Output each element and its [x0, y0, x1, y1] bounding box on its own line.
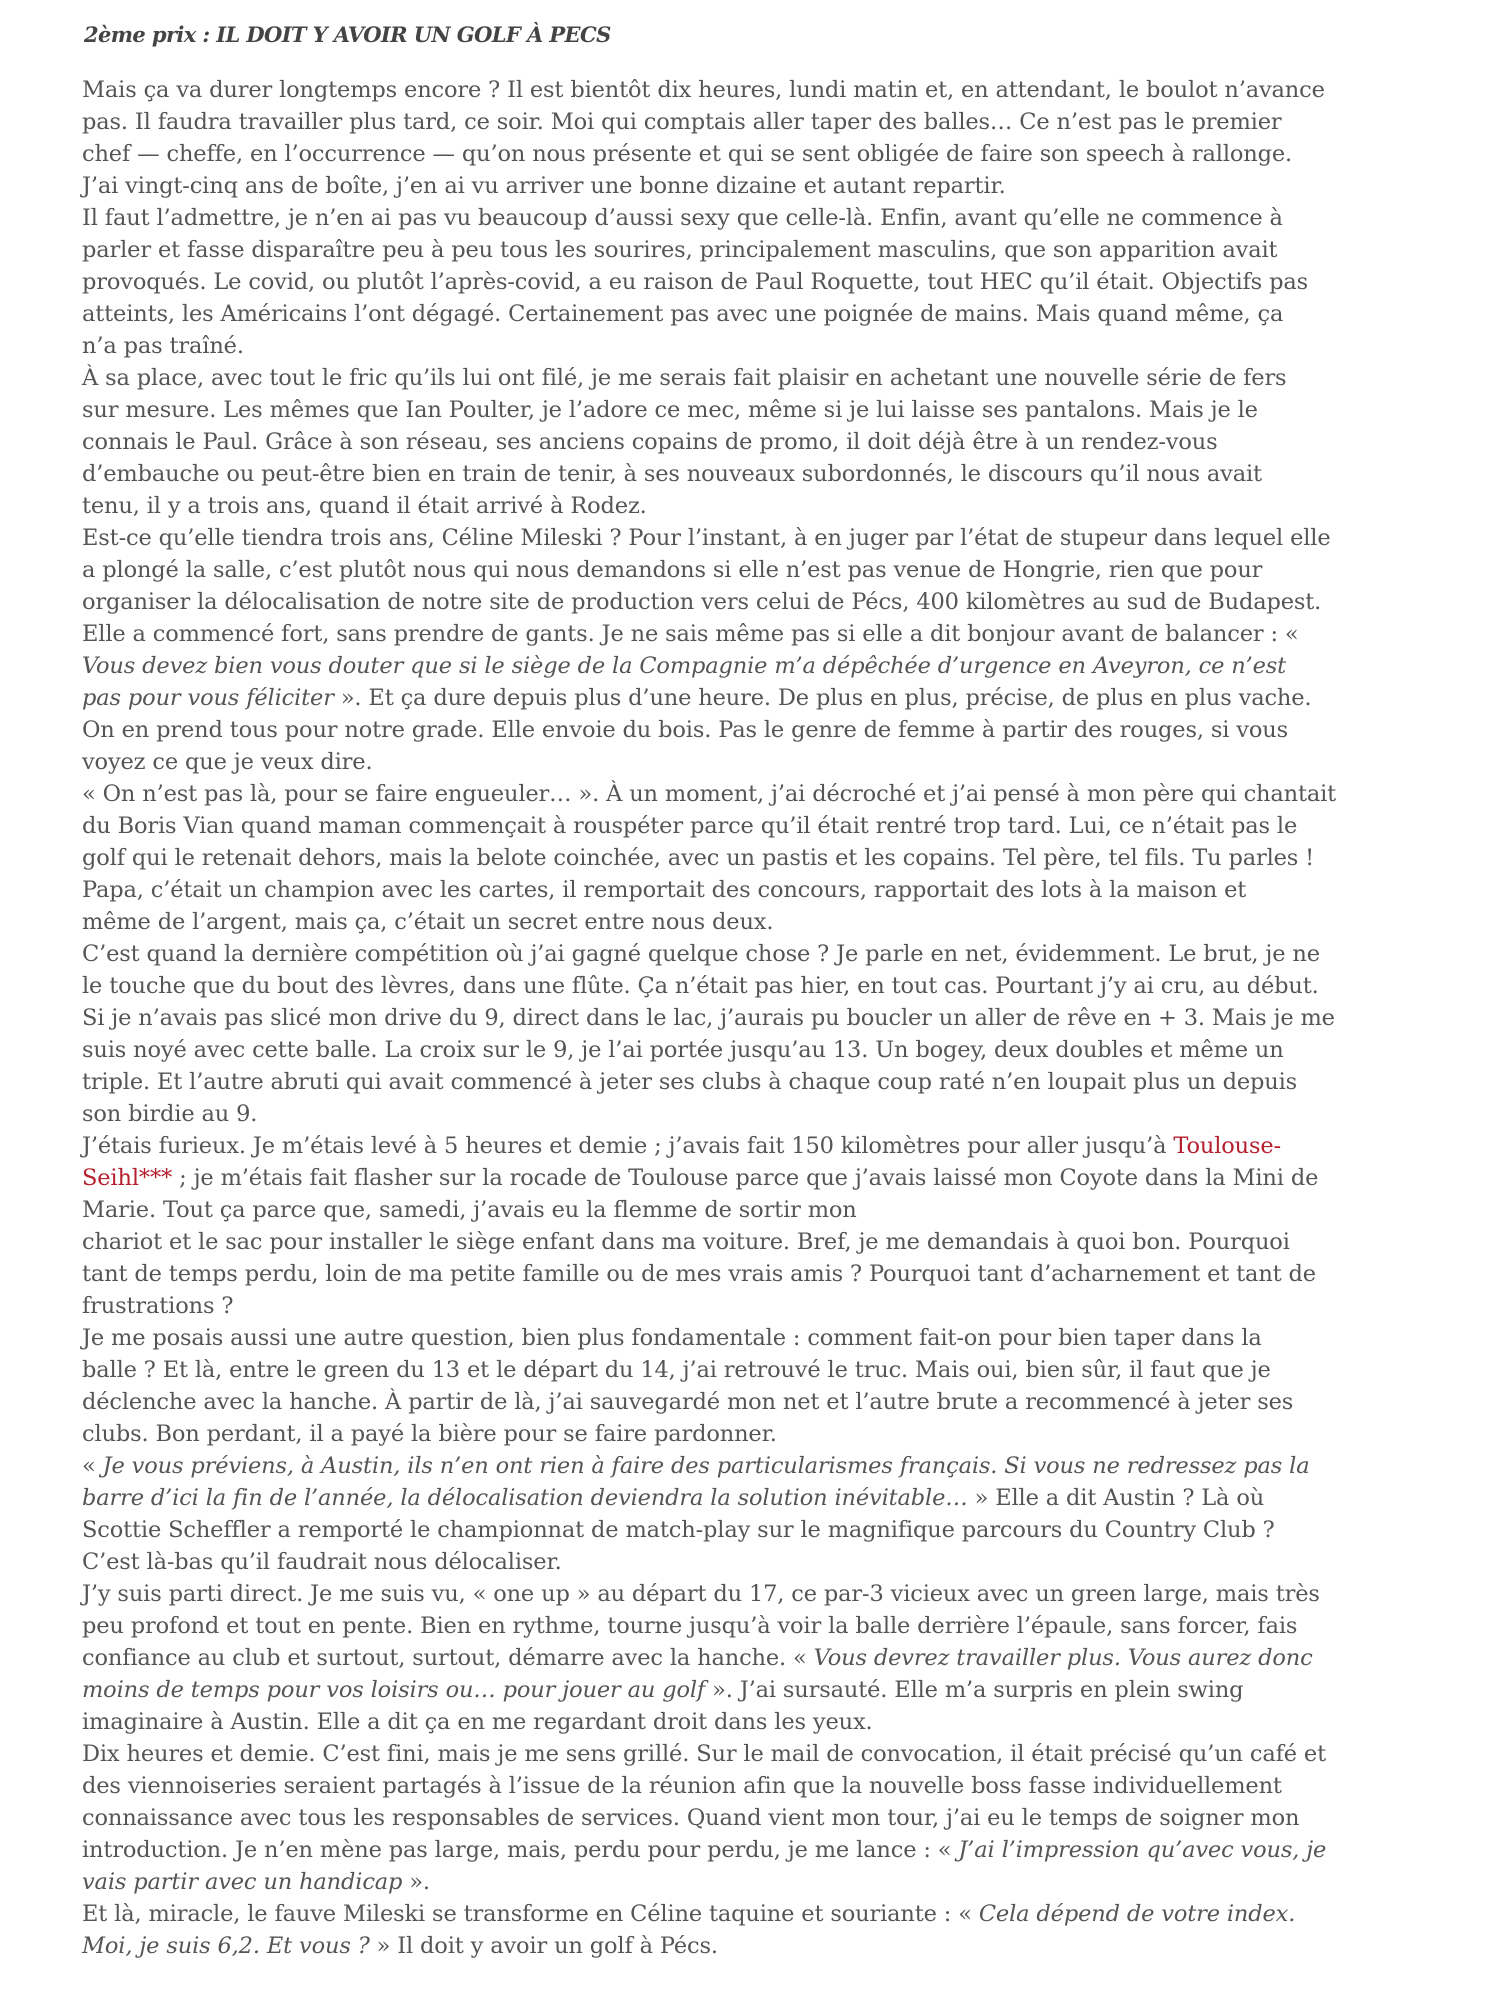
text-line	[82, 458, 1336, 490]
body-text: tenu, il y a trois ans, quand il était arrivé à Rodez.	[82, 493, 647, 519]
body-text: voyez ce que je veux dire.	[82, 749, 373, 775]
text-line	[82, 1706, 1336, 1738]
text-line	[82, 1450, 1336, 1482]
body-text: triple. Et l’autre abruti qui avait commencé à jeter ses clubs à chaque coup raté n’en loupait plus un depuis	[82, 1069, 1298, 1095]
text-line	[82, 1642, 1336, 1674]
body-text: atteints, les Américains l’ont dégagé. Certainement pas avec une poignée de mains. Mais quand même, ça	[82, 301, 1284, 327]
body-text: Il faut l’admettre, je n’en ai pas vu beaucoup d’aussi sexy que celle-là. Enfin, avant qu’elle ne commence à	[82, 205, 1283, 231]
body-text: connais le Paul. Grâce à son réseau, ses anciens copains de promo, il doit déjà être à un rendez-vous	[82, 429, 1218, 455]
body-text: ». Et ça dure depuis plus d’une heure. De plus en plus, précise, de plus en plus vache.	[333, 685, 1312, 711]
body-text: parler et fasse disparaître peu à peu tous les sourires, principalement masculins, que son apparition avait	[82, 237, 1278, 263]
text-line	[82, 1866, 1336, 1898]
text-line	[82, 554, 1336, 586]
text-line	[82, 138, 1336, 170]
text-line	[82, 1770, 1336, 1802]
golf-course-link[interactable]: Toulouse-	[1173, 1133, 1281, 1159]
text-line	[82, 1162, 1336, 1194]
text-line	[82, 810, 1336, 842]
text-line	[82, 1482, 1336, 1514]
article-title: 2ème prix : IL DOIT Y AVOIR UN GOLF À PECS	[84, 22, 611, 47]
body-text: Et là, miracle, le fauve Mileski se transforme en Céline taquine et souriante : «	[82, 1901, 979, 1927]
text-line	[82, 1514, 1336, 1546]
quoted-text: Moi, je suis 6,2. Et vous ?	[82, 1933, 370, 1959]
body-text: Elle a commencé fort, sans prendre de gants. Je ne sais même pas si elle a dit bonjour avant de balancer : «	[82, 621, 1299, 647]
body-text: Mais ça va durer longtemps encore ? Il est bientôt dix heures, lundi matin et, en attendant, le boulot n’avance	[82, 77, 1325, 103]
body-text: balle ? Et là, entre le green du 13 et le départ du 14, j’ai retrouvé le truc. Mais oui, bien sûr, il faut que je	[82, 1357, 1271, 1383]
body-text: «	[82, 1453, 103, 1479]
body-text: » Elle a dit Austin ? Là où	[967, 1485, 1265, 1511]
text-line	[82, 1802, 1336, 1834]
body-text: connaissance avec tous les responsables de services. Quand vient mon tour, j’ai eu le temps de soigner mon	[82, 1805, 1300, 1831]
body-text: » Il doit y avoir un golf à Pécs.	[369, 1933, 718, 1959]
body-text: J’étais furieux. Je m’étais levé à 5 heures et demie ; j’avais fait 150 kilomètres pour aller jusqu’à	[82, 1133, 1174, 1159]
body-text: pas. Il faudra travailler plus tard, ce soir. Moi qui comptais aller taper des balles… Ce n’est pas le premier	[82, 109, 1282, 135]
body-text: Si je n’avais pas slicé mon drive du 9, direct dans le lac, j’aurais pu boucler un aller de rêve en + 3. Mais je me	[82, 1005, 1335, 1031]
text-line	[82, 1418, 1336, 1450]
body-text: Dix heures et demie. C’est fini, mais je me sens grillé. Sur le mail de convocation, il était précisé qu’un café et	[82, 1741, 1326, 1767]
text-line	[82, 874, 1336, 906]
body-text: même de l’argent, mais ça, c’était un secret entre nous deux.	[82, 909, 774, 935]
body-text: Marie. Tout ça parce que, samedi, j’avais eu la flemme de sortir mon	[82, 1197, 857, 1223]
text-line	[82, 330, 1336, 362]
text-line	[82, 1258, 1336, 1290]
article-body	[82, 74, 1336, 1962]
body-text: organiser la délocalisation de notre site de production vers celui de Pécs, 400 kilomètres au sud de Budapest.	[82, 589, 1322, 615]
body-text: d’embauche ou peut-être bien en train de tenir, à ses nouveaux subordonnés, le discours qu’il nous avait	[82, 461, 1262, 487]
text-line	[82, 1290, 1336, 1322]
body-text: ». J’ai sursauté. Elle m’a surpris en plein swing	[705, 1677, 1244, 1703]
body-text: J’ai vingt-cinq ans de boîte, j’en ai vu arriver une bonne dizaine et autant repartir.	[82, 173, 1006, 199]
text-line	[82, 522, 1336, 554]
body-text: le touche que du bout des lèvres, dans une flûte. Ça n’était pas hier, en tout cas. Pourtant j’y ai cru, au début.	[82, 973, 1319, 999]
quoted-text: Vous devez bien vous douter que si le siège de la Compagnie m’a dépêchée d’urgence en Aveyron, ce n’est	[82, 653, 1287, 679]
body-text: J’y suis parti direct. Je me suis vu, « one up » au départ du 17, ce par-3 vicieux avec un green large, mais très	[82, 1581, 1320, 1607]
text-line	[82, 1834, 1336, 1866]
golf-course-link[interactable]: Seihl***	[82, 1165, 173, 1191]
quoted-text: vais partir avec un handicap	[82, 1869, 403, 1895]
body-text: chef — cheffe, en l’occurrence — qu’on nous présente et qui se sent obligée de faire son speech à rallonge.	[82, 141, 1293, 167]
body-text: frustrations ?	[82, 1293, 234, 1319]
text-line	[82, 170, 1336, 202]
text-line	[82, 1738, 1336, 1770]
text-line	[82, 970, 1336, 1002]
text-line	[82, 618, 1336, 650]
body-text: peu profond et tout en pente. Bien en rythme, tourne jusqu’à voir la balle derrière l’épaule, sans forcer, fais	[82, 1613, 1298, 1639]
quoted-text: J’ai l’impression qu’avec vous, je	[958, 1837, 1327, 1863]
text-line	[82, 1578, 1336, 1610]
body-text: « On n’est pas là, pour se faire engueuler… ». À un moment, j’ai décroché et j’ai pensé à mon père qui chantait	[82, 781, 1337, 807]
text-line	[82, 842, 1336, 874]
text-line	[82, 490, 1336, 522]
body-text: ; je m’étais fait flasher sur la rocade de Toulouse parce que j’avais laissé mon Coyote dans la Mini de	[172, 1165, 1319, 1191]
text-line	[82, 1354, 1336, 1386]
quoted-text: Je vous préviens, à Austin, ils n’en ont rien à faire des particularismes français. Si vous ne redressez pas la	[102, 1453, 1310, 1479]
text-line	[82, 1002, 1336, 1034]
body-text: golf qui le retenait dehors, mais la belote coinchée, avec un pastis et les copains. Tel père, tel fils. Tu parles !	[82, 845, 1315, 871]
text-line	[82, 746, 1336, 778]
text-line	[82, 1386, 1336, 1418]
text-line	[82, 586, 1336, 618]
body-text: Je me posais aussi une autre question, bien plus fondamentale : comment fait-on pour bien taper dans la	[82, 1325, 1262, 1351]
quoted-text: Vous devrez travailler plus. Vous aurez donc	[813, 1645, 1313, 1671]
body-text: tant de temps perdu, loin de ma petite famille ou de mes vrais amis ? Pourquoi tant d’acharnement et tant de	[82, 1261, 1316, 1287]
text-line	[82, 1066, 1336, 1098]
body-text: introduction. Je n’en mène pas large, mais, perdu pour perdu, je me lance : «	[82, 1837, 959, 1863]
text-line	[82, 1546, 1336, 1578]
body-text: Papa, c’était un champion avec les cartes, il remportait des concours, rapportait des lots à la maison et	[82, 877, 1247, 903]
body-text: chariot et le sac pour installer le siège enfant dans ma voiture. Bref, je me demandais à quoi bon. Pourquoi	[82, 1229, 1290, 1255]
body-text: du Boris Vian quand maman commençait à rouspéter parce qu’il était rentré trop tard. Lui, ce n’était pas le	[82, 813, 1298, 839]
text-line	[82, 1930, 1336, 1962]
quoted-text: barre d’ici la fin de l’année, la délocalisation deviendra la solution inévitable…	[82, 1485, 968, 1511]
text-line	[82, 1226, 1336, 1258]
body-text: provoqués. Le covid, ou plutôt l’après-covid, a eu raison de Paul Roquette, tout HEC qu’il était. Objectifs pas	[82, 269, 1308, 295]
body-text: sur mesure. Les mêmes que Ian Poulter, je l’adore ce mec, même si je lui laisse ses pantalons. Mais je le	[82, 397, 1258, 423]
text-line	[82, 778, 1336, 810]
body-text: son birdie au 9.	[82, 1101, 258, 1127]
text-line	[82, 1674, 1336, 1706]
text-line	[82, 714, 1336, 746]
body-text: clubs. Bon perdant, il a payé la bière pour se faire pardonner.	[82, 1421, 777, 1447]
text-line	[82, 298, 1336, 330]
body-text: imaginaire à Austin. Elle a dit ça en me regardant droit dans les yeux.	[82, 1709, 873, 1735]
body-text: C’est là-bas qu’il faudrait nous délocaliser.	[82, 1549, 562, 1575]
text-line	[82, 1098, 1336, 1130]
body-text: déclenche avec la hanche. À partir de là, j’ai sauvegardé mon net et l’autre brute a recommencé à jeter ses	[82, 1389, 1294, 1415]
text-line	[82, 1034, 1336, 1066]
text-line	[82, 394, 1336, 426]
text-line	[82, 650, 1336, 682]
text-line	[82, 234, 1336, 266]
body-text: Scottie Scheffler a remporté le championnat de match-play sur le magnifique parcours du Country Club ?	[82, 1517, 1275, 1543]
text-line	[82, 74, 1336, 106]
body-text: À sa place, avec tout le fric qu’ils lui ont filé, je me serais fait plaisir en achetant une nouvelle série de fers	[82, 365, 1287, 391]
text-line	[82, 1322, 1336, 1354]
body-text: C’est quand la dernière compétition où j’ai gagné quelque chose ? Je parle en net, évidemment. Le brut, je ne	[82, 941, 1320, 967]
text-line	[82, 682, 1336, 714]
body-text: On en prend tous pour notre grade. Elle envoie du bois. Pas le genre de femme à partir des rouges, si vous	[82, 717, 1288, 743]
body-text: suis noyé avec cette balle. La croix sur le 9, je l’ai portée jusqu’au 13. Un bogey, deux doubles et même un	[82, 1037, 1284, 1063]
text-line	[82, 202, 1336, 234]
text-line	[82, 1610, 1336, 1642]
quoted-text: moins de temps pour vos loisirs ou… pour jouer au golf	[82, 1677, 706, 1703]
body-text: ».	[402, 1869, 430, 1895]
quoted-text: Cela dépend de votre index.	[978, 1901, 1296, 1927]
body-text: confiance au club et surtout, surtout, démarre avec la hanche. «	[82, 1645, 814, 1671]
text-line	[82, 1194, 1336, 1226]
text-line	[82, 906, 1336, 938]
quoted-text: pas pour vous féliciter	[82, 685, 334, 711]
body-text: a plongé la salle, c’est plutôt nous qui nous demandons si elle n’est pas venue de Hongrie, rien que pour	[82, 557, 1263, 583]
text-line	[82, 1898, 1336, 1930]
text-line	[82, 266, 1336, 298]
text-line	[82, 938, 1336, 970]
body-text: des viennoiseries seraient partagés à l’issue de la réunion afin que la nouvelle boss fasse individuellement	[82, 1773, 1282, 1799]
body-text: Est-ce qu’elle tiendra trois ans, Céline Mileski ? Pour l’instant, à en juger par l’état de stupeur dans lequel elle	[82, 525, 1331, 551]
text-line	[82, 362, 1336, 394]
text-line	[82, 1130, 1336, 1162]
text-line	[82, 106, 1336, 138]
body-text: n’a pas traîné.	[82, 333, 244, 359]
text-line	[82, 426, 1336, 458]
